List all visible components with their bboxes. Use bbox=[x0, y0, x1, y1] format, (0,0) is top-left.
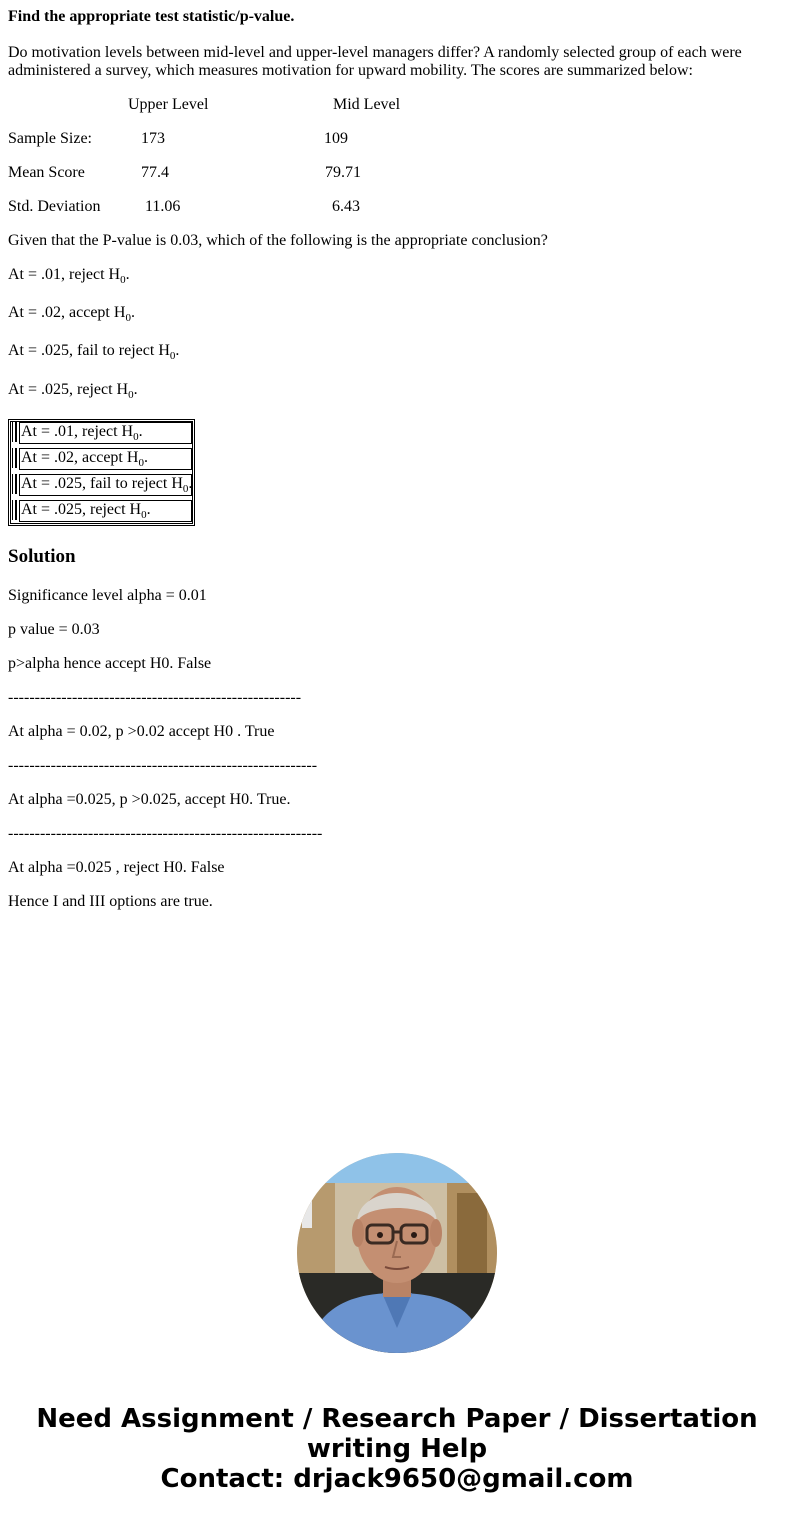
promo-line-2: writing Help bbox=[306, 1434, 488, 1464]
solution-divider: ---------------------------------------------------------- bbox=[8, 757, 318, 774]
solution-line: p value = 0.03 bbox=[8, 621, 100, 638]
solution-heading: Solution bbox=[8, 546, 76, 567]
answer-radio-cell bbox=[16, 474, 17, 494]
col-header-mid-level: Mid Level bbox=[333, 96, 401, 113]
answer-option-label-1[interactable]: At = .01, reject $H_0$. bbox=[19, 422, 192, 444]
option-text-4: At = .025, reject $H_0$. bbox=[8, 381, 138, 402]
question-title: Find the appropriate test statistic/p-value. bbox=[8, 8, 295, 25]
promo-contact: Contact: drjack9650@gmail.com bbox=[160, 1464, 634, 1494]
answer-radio-cell bbox=[16, 448, 17, 468]
answer-option-row-1[interactable] bbox=[11, 421, 192, 445]
answer-option-row-2[interactable] bbox=[11, 447, 192, 471]
answer-option-label-4[interactable]: At = .025, reject $H_0$. bbox=[19, 500, 192, 522]
solution-divider: ------------------------------------------------------- bbox=[8, 689, 302, 706]
row-label-mean-score: Mean Score bbox=[8, 164, 85, 181]
promo-line-1: Need Assignment / Research Paper / Dissertation bbox=[36, 1404, 758, 1434]
col-header-upper-level: Upper Level bbox=[128, 96, 209, 113]
upper-std-deviation: 11.06 bbox=[145, 198, 181, 215]
answer-radio-cell bbox=[16, 422, 17, 442]
mid-mean-score: 79.71 bbox=[325, 164, 361, 181]
mid-sample-size: 109 bbox=[324, 130, 348, 147]
solution-line: At alpha =0.025 , reject H0. False bbox=[8, 859, 225, 876]
row-label-std-deviation: Std. Deviation bbox=[8, 198, 101, 215]
author-photo bbox=[297, 1153, 497, 1353]
question-prompt: Given that the P-value is 0.03, which of the following is the appropriate conclusion? bbox=[8, 232, 548, 249]
upper-sample-size: 173 bbox=[141, 130, 165, 147]
solution-divider: ----------------------------------------------------------- bbox=[8, 825, 323, 842]
mid-std-deviation: 6.43 bbox=[332, 198, 360, 215]
option-text-3: At = .025, fail to reject $H_0$. bbox=[8, 342, 180, 363]
option-text-2: At = .02, accept $H_0$. bbox=[8, 304, 135, 325]
option-text-1: At = .01, reject $H_0$. bbox=[8, 266, 130, 287]
upper-mean-score: 77.4 bbox=[141, 164, 169, 181]
solution-line: Significance level alpha = 0.01 bbox=[8, 587, 207, 604]
answer-options-table bbox=[8, 419, 195, 526]
question-intro-line-2: administered a survey, which measures motivation for upward mobility. The scores are summarized below: bbox=[8, 62, 693, 79]
question-intro-line-1: Do motivation levels between mid-level and upper-level managers differ? A randomly selected group of each were bbox=[8, 44, 742, 61]
solution-line: p>alpha hence accept H0. False bbox=[8, 655, 212, 672]
answer-option-row-4[interactable] bbox=[11, 499, 192, 523]
solution-conclusion: Hence I and III options are true. bbox=[8, 893, 213, 910]
answer-radio-cell bbox=[16, 500, 17, 520]
author-avatar bbox=[297, 1153, 497, 1353]
answer-option-label-2[interactable]: At = .02, accept $H_0$. bbox=[19, 448, 192, 470]
solution-line: At alpha =0.025, p >0.025, accept H0. True. bbox=[8, 791, 291, 808]
solution-line: At alpha = 0.02, p >0.02 accept H0 . True bbox=[8, 723, 275, 740]
answer-option-row-3[interactable] bbox=[11, 473, 192, 497]
row-label-sample-size: Sample Size: bbox=[8, 130, 92, 147]
answer-option-label-3[interactable]: At = .025, fail to reject $H_0$. bbox=[21, 475, 193, 496]
